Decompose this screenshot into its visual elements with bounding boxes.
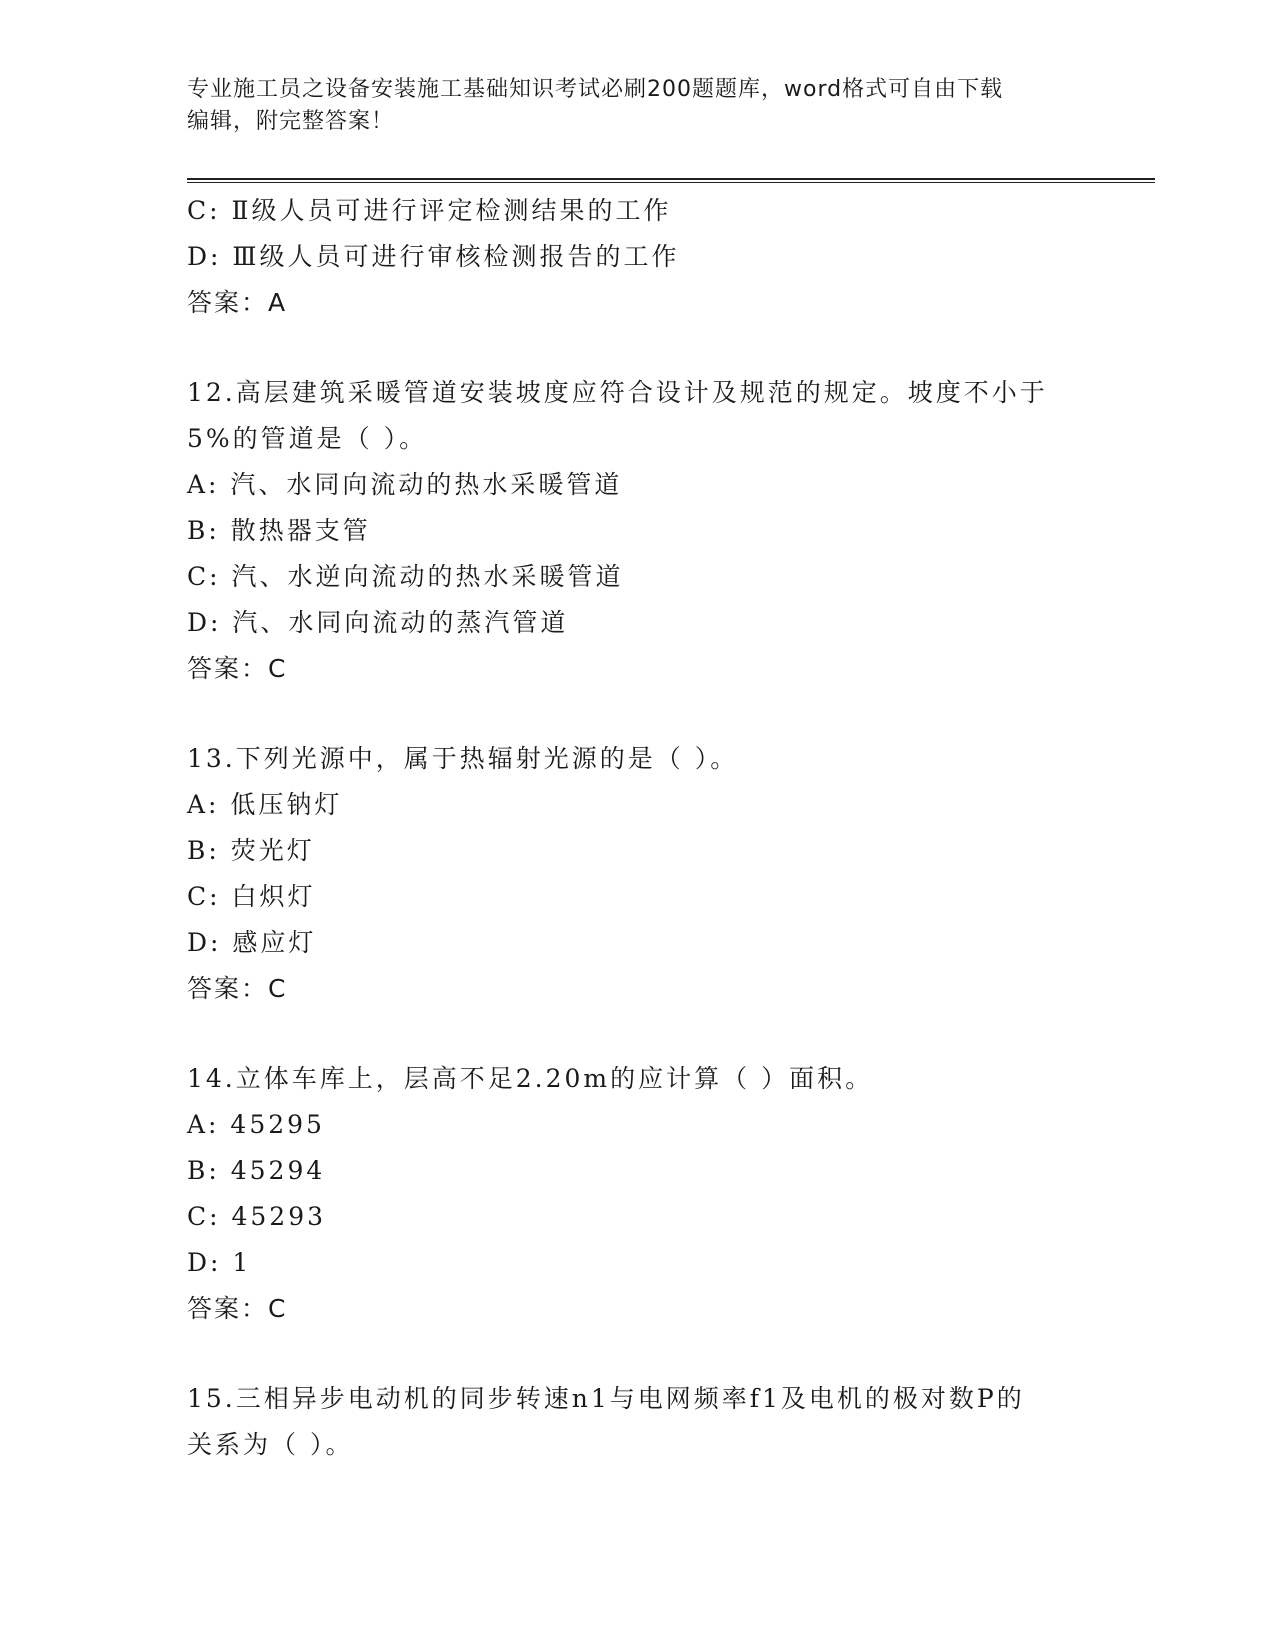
question-stem-line: 5%的管道是（ ）。 xyxy=(187,424,428,453)
question-stem-line: 15.三相异步电动机的同步转速n1与电网频率f1及电机的极对数P的 xyxy=(187,1384,1025,1413)
answer-line: 答案：C xyxy=(187,654,288,683)
option-d: D: Ⅲ级人员可进行审核检测报告的工作 xyxy=(187,242,680,271)
spacer xyxy=(187,326,1087,370)
question-stem-line: 关系为（ ）。 xyxy=(187,1430,354,1459)
question-15 xyxy=(187,1376,1087,1468)
question-stem-line: 13.下列光源中，属于热辐射光源的是（ ）。 xyxy=(187,744,739,773)
question-stem-line: 12.高层建筑采暖管道安装坡度应符合设计及规范的规定。坡度不小于 xyxy=(187,378,1048,407)
question-14 xyxy=(187,1056,1087,1332)
option-c: C: 白炽灯 xyxy=(187,882,316,911)
spacer xyxy=(187,692,1087,736)
option-b: B: 散热器支管 xyxy=(187,516,371,545)
option-c: C: 45293 xyxy=(187,1202,327,1231)
header-line-1: 专业施工员之设备安装施工基础知识考试必刷200题题库，word格式可自由下载 xyxy=(187,77,1004,102)
answer-line: 答案：A xyxy=(187,288,288,317)
answer-line: 答案：C xyxy=(187,1294,288,1323)
answer-line: 答案：C xyxy=(187,974,288,1003)
option-a: A: 汽、水同向流动的热水采暖管道 xyxy=(187,470,623,499)
question-stem-line: 14.立体车库上，层高不足2.20m的应计算（ ）面积。 xyxy=(187,1064,874,1093)
option-b: B: 荧光灯 xyxy=(187,836,315,865)
option-c: C: Ⅱ级人员可进行评定检测结果的工作 xyxy=(187,196,672,225)
question-12 xyxy=(187,370,1087,692)
option-a: A: 45295 xyxy=(187,1110,325,1139)
continued-question xyxy=(187,188,1087,326)
header-divider xyxy=(187,178,1155,183)
header-line-2: 编辑，附完整答案！ xyxy=(187,109,395,134)
spacer xyxy=(187,1012,1087,1056)
option-c: C: 汽、水逆向流动的热水采暖管道 xyxy=(187,562,624,591)
option-a: A: 低压钠灯 xyxy=(187,790,343,819)
option-b: B: 45294 xyxy=(187,1156,326,1185)
option-d: D: 汽、水同向流动的蒸汽管道 xyxy=(187,608,569,637)
question-content xyxy=(187,188,1087,1468)
spacer xyxy=(187,1332,1087,1376)
question-13 xyxy=(187,736,1087,1012)
document-header xyxy=(187,74,1087,138)
option-d: D: 1 xyxy=(187,1248,252,1277)
option-d: D: 感应灯 xyxy=(187,928,317,957)
